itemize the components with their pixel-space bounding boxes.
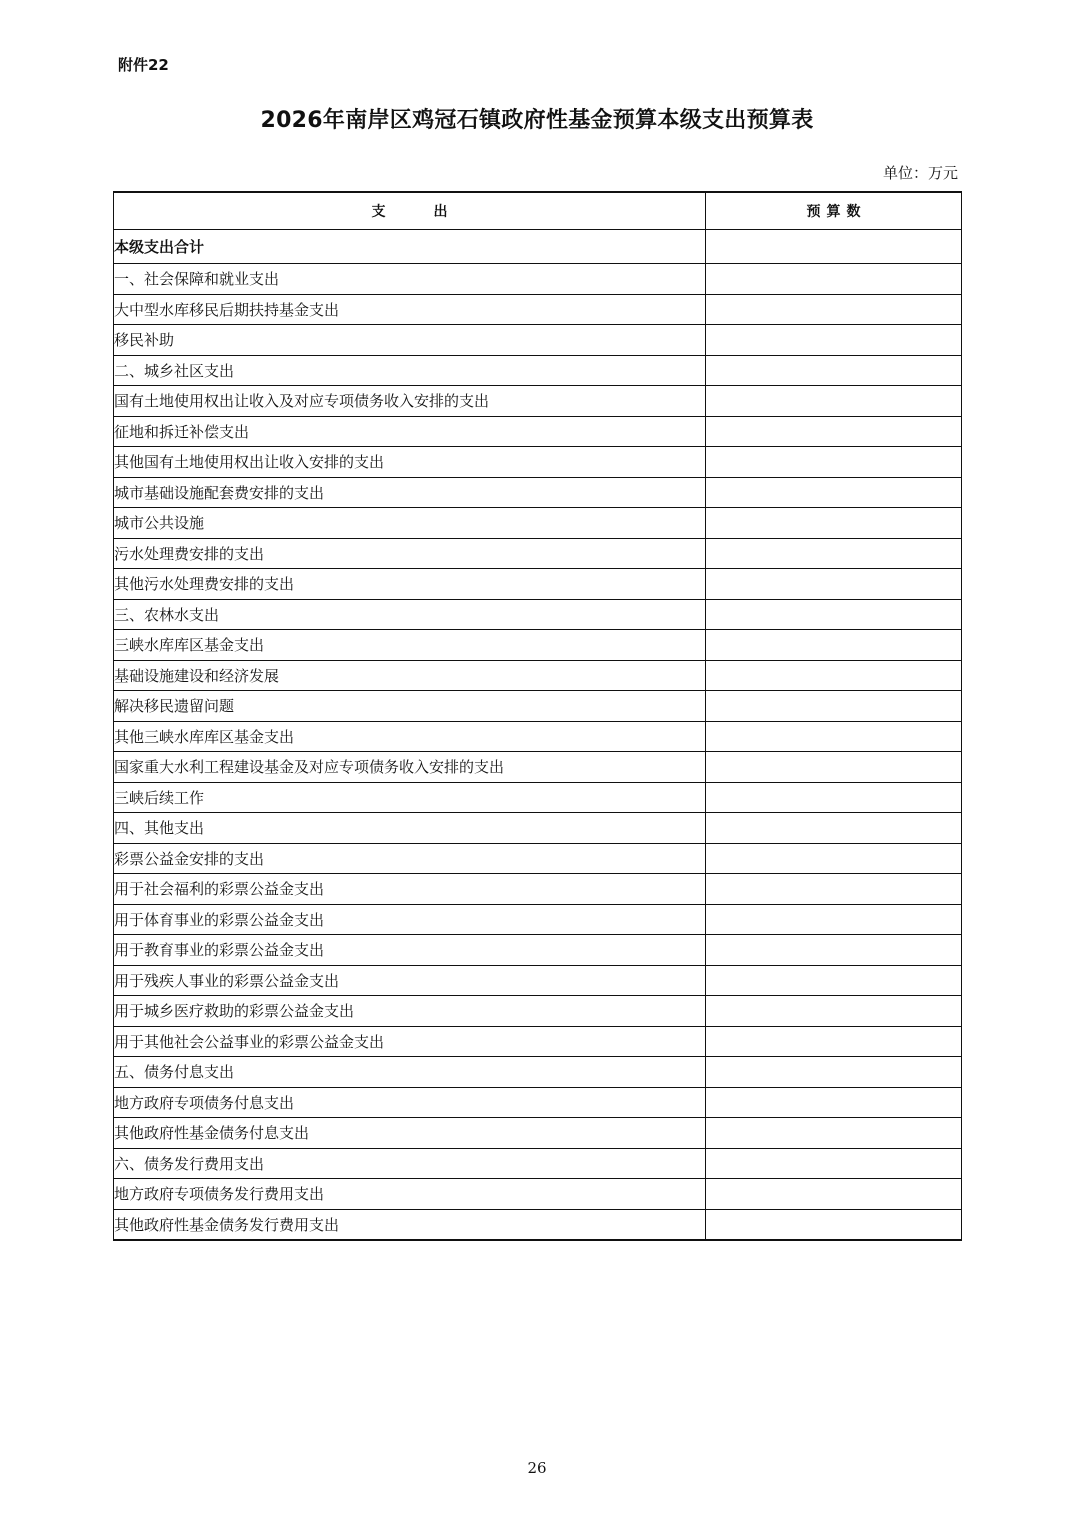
- row-amount: [706, 660, 962, 691]
- table-row: [114, 874, 962, 905]
- row-label: 用于其他社会公益事业的彩票公益金支出: [114, 1026, 706, 1057]
- row-amount: [706, 325, 962, 356]
- row-amount: [706, 721, 962, 752]
- row-label: 用于城乡医疗救助的彩票公益金支出: [114, 996, 706, 1027]
- row-label: 其他三峡水库库区基金支出: [114, 721, 706, 752]
- attachment-label: 附件22: [118, 56, 169, 74]
- row-label: 污水处理费安排的支出: [114, 538, 706, 569]
- row-label: 用于残疾人事业的彩票公益金支出: [114, 965, 706, 996]
- row-label: 二、城乡社区支出: [114, 355, 706, 386]
- row-amount: [706, 752, 962, 783]
- unit-label: 单位：万元: [882, 164, 958, 182]
- row-label: 三峡水库库区基金支出: [114, 630, 706, 661]
- table-row: [114, 782, 962, 813]
- row-amount: [706, 996, 962, 1027]
- table-row: [114, 1209, 962, 1240]
- row-amount: [706, 508, 962, 539]
- total-label: 本级支出合计: [114, 230, 706, 264]
- total-amount: [706, 230, 962, 264]
- row-amount: [706, 1057, 962, 1088]
- row-amount: [706, 1118, 962, 1149]
- row-label: 征地和拆迁补偿支出: [114, 416, 706, 447]
- table-row: [114, 1179, 962, 1210]
- row-label: 基础设施建设和经济发展: [114, 660, 706, 691]
- row-label: 用于体育事业的彩票公益金支出: [114, 904, 706, 935]
- table-row: [114, 1087, 962, 1118]
- row-amount: [706, 874, 962, 905]
- total-row: [114, 230, 962, 264]
- row-amount: [706, 935, 962, 966]
- row-label: 其他政府性基金债务付息支出: [114, 1118, 706, 1149]
- row-label: 其他政府性基金债务发行费用支出: [114, 1209, 706, 1240]
- row-amount: [706, 416, 962, 447]
- row-amount: [706, 447, 962, 478]
- table-row: [114, 660, 962, 691]
- page-title: 2026年南岸区鸡冠石镇政府性基金预算本级支出预算表: [260, 108, 814, 133]
- row-label: 其他污水处理费安排的支出: [114, 569, 706, 600]
- table-row: [114, 904, 962, 935]
- row-label: 一、社会保障和就业支出: [114, 264, 706, 295]
- table-row: [114, 721, 962, 752]
- row-amount: [706, 599, 962, 630]
- table-row: [114, 508, 962, 539]
- table-row: [114, 813, 962, 844]
- header-item: [114, 192, 706, 230]
- row-label: 彩票公益金安排的支出: [114, 843, 706, 874]
- row-label: 城市公共设施: [114, 508, 706, 539]
- row-label: 其他国有土地使用权出让收入安排的支出: [114, 447, 706, 478]
- budget-table: [113, 191, 962, 1241]
- table-row: [114, 264, 962, 295]
- row-amount: [706, 538, 962, 569]
- row-amount: [706, 1026, 962, 1057]
- header-amount-label: 预算数: [806, 204, 867, 220]
- table-row: [114, 294, 962, 325]
- table-row: [114, 843, 962, 874]
- row-label: 国有土地使用权出让收入及对应专项债务收入安排的支出: [114, 386, 706, 417]
- row-label: 地方政府专项债务发行费用支出: [114, 1179, 706, 1210]
- table-row: [114, 447, 962, 478]
- row-amount: [706, 813, 962, 844]
- row-amount: [706, 569, 962, 600]
- table-row: [114, 538, 962, 569]
- row-amount: [706, 386, 962, 417]
- row-amount: [706, 691, 962, 722]
- header-amount: [706, 192, 962, 230]
- row-amount: [706, 630, 962, 661]
- table-row: [114, 630, 962, 661]
- header-item-label: 支出: [371, 204, 496, 220]
- table-row: [114, 599, 962, 630]
- table-row: [114, 386, 962, 417]
- row-amount: [706, 1209, 962, 1240]
- row-label: 三、农林水支出: [114, 599, 706, 630]
- table-row: [114, 996, 962, 1027]
- row-amount: [706, 294, 962, 325]
- row-label: 大中型水库移民后期扶持基金支出: [114, 294, 706, 325]
- row-label: 国家重大水利工程建设基金及对应专项债务收入安排的支出: [114, 752, 706, 783]
- row-amount: [706, 965, 962, 996]
- row-label: 五、债务付息支出: [114, 1057, 706, 1088]
- row-amount: [706, 843, 962, 874]
- table-body: [114, 230, 962, 1241]
- row-label: 移民补助: [114, 325, 706, 356]
- row-amount: [706, 904, 962, 935]
- row-label: 解决移民遗留问题: [114, 691, 706, 722]
- table-row: [114, 691, 962, 722]
- table-row: [114, 935, 962, 966]
- row-amount: [706, 355, 962, 386]
- row-label: 三峡后续工作: [114, 782, 706, 813]
- row-amount: [706, 1087, 962, 1118]
- table-row: [114, 1057, 962, 1088]
- row-amount: [706, 1148, 962, 1179]
- table-row: [114, 325, 962, 356]
- row-label: 用于社会福利的彩票公益金支出: [114, 874, 706, 905]
- row-label: 四、其他支出: [114, 813, 706, 844]
- table-row: [114, 1026, 962, 1057]
- table-row: [114, 416, 962, 447]
- table-row: [114, 965, 962, 996]
- table-row: [114, 1148, 962, 1179]
- row-amount: [706, 477, 962, 508]
- row-amount: [706, 1179, 962, 1210]
- table-row: [114, 1118, 962, 1149]
- table-row: [114, 569, 962, 600]
- row-label: 六、债务发行费用支出: [114, 1148, 706, 1179]
- row-amount: [706, 782, 962, 813]
- table-row: [114, 752, 962, 783]
- row-label: 用于教育事业的彩票公益金支出: [114, 935, 706, 966]
- row-label: 地方政府专项债务付息支出: [114, 1087, 706, 1118]
- row-amount: [706, 264, 962, 295]
- table-row: [114, 355, 962, 386]
- table-row: [114, 477, 962, 508]
- page-number: 26: [527, 1459, 547, 1477]
- table-header-row: [114, 192, 962, 230]
- row-label: 城市基础设施配套费安排的支出: [114, 477, 706, 508]
